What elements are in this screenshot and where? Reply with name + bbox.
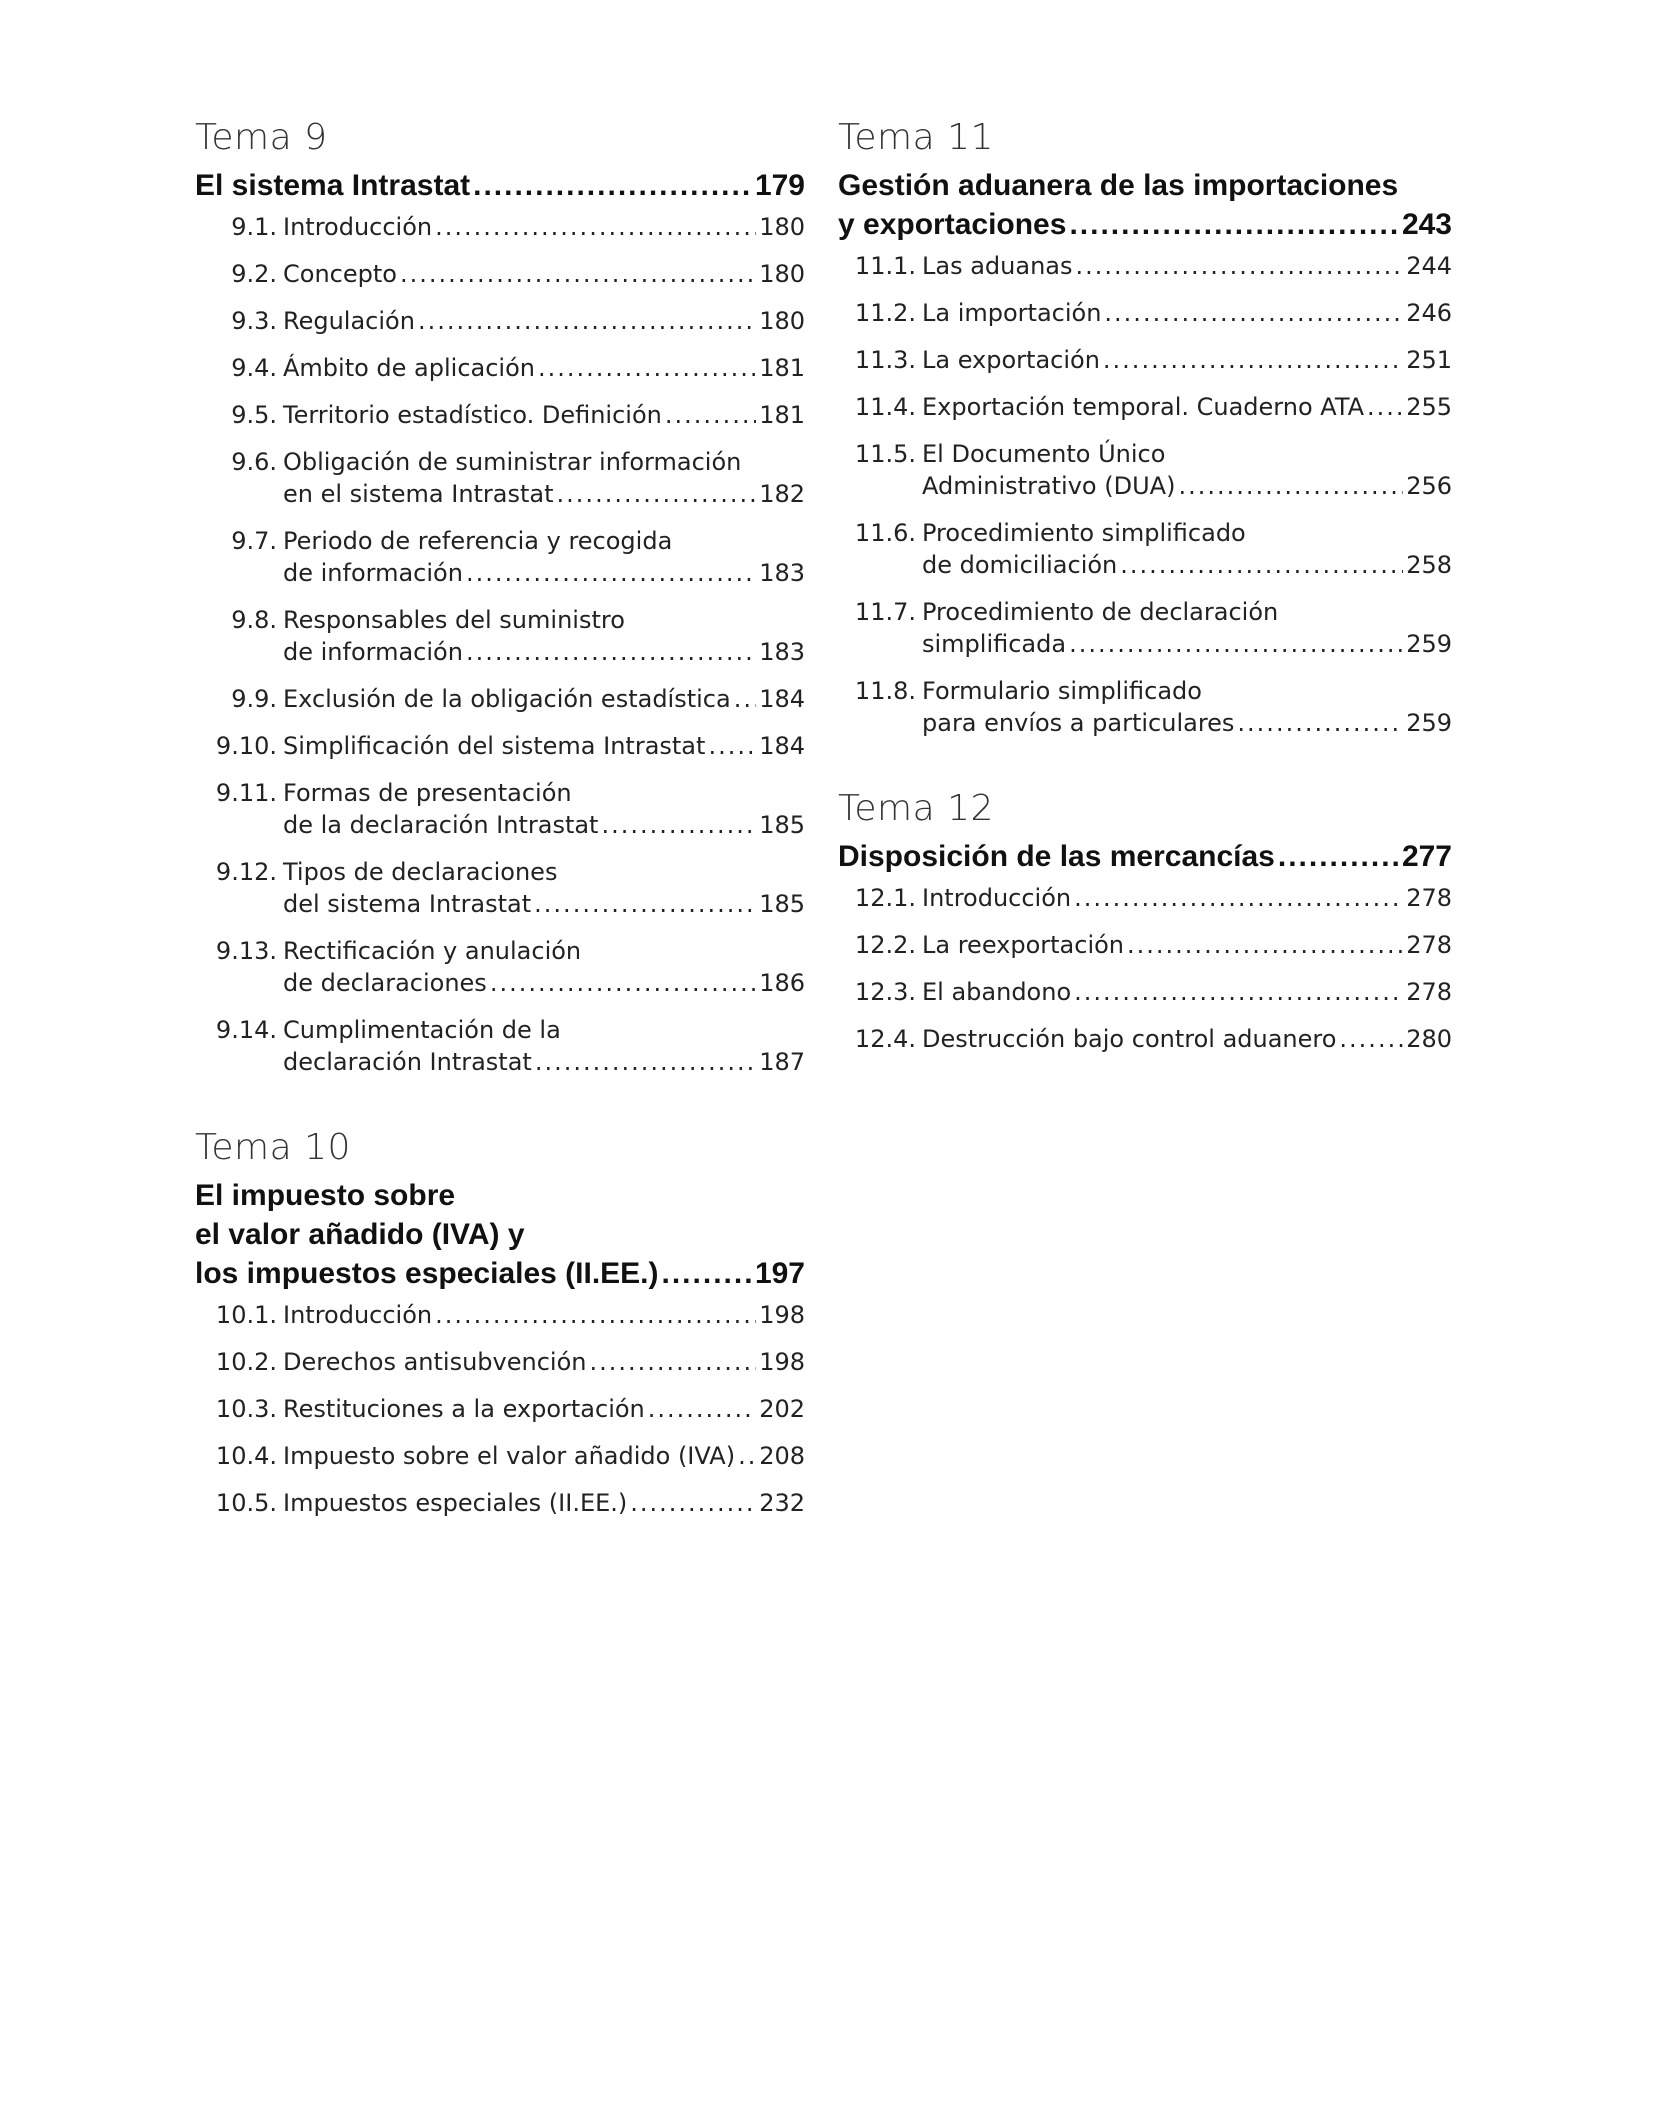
dot-leader xyxy=(662,1254,752,1293)
tema-title[interactable] xyxy=(195,166,805,205)
tema-title[interactable] xyxy=(838,166,1452,244)
dot-leader xyxy=(1278,837,1399,876)
tema-label: Tema 11 xyxy=(838,117,994,158)
entry-title: de declaraciones xyxy=(283,969,487,997)
dot-leader xyxy=(1076,250,1404,282)
entry-number: 9.4. xyxy=(231,354,277,382)
entry-page: 186 xyxy=(759,969,805,997)
entry-page: 232 xyxy=(759,1489,805,1517)
entry-title: Impuestos especiales (II.EE.) xyxy=(283,1489,628,1517)
entry-number: 11.2. xyxy=(854,299,916,327)
entry-body xyxy=(922,882,1452,914)
entry-page: 258 xyxy=(1406,551,1452,579)
entry-title: Introducción xyxy=(283,213,433,241)
dot-leader xyxy=(1178,470,1403,502)
entry-page: 280 xyxy=(1406,1025,1452,1053)
entry-number: 11.1. xyxy=(854,252,916,280)
entry-body xyxy=(283,525,805,589)
tema-page: 243 xyxy=(1401,208,1452,241)
toc-entries xyxy=(195,211,805,1078)
toc-entry[interactable] xyxy=(195,683,805,715)
dot-leader xyxy=(738,1440,756,1472)
entry-body xyxy=(283,1393,805,1425)
entry-title: del sistema Intrastat xyxy=(283,890,532,918)
entry-number: 9.14. xyxy=(215,1016,277,1044)
toc-entry[interactable] xyxy=(838,517,1452,581)
toc-entry[interactable] xyxy=(195,1440,805,1472)
entry-number: 10.2. xyxy=(215,1348,277,1376)
entry-body xyxy=(283,683,805,715)
entry-page: 259 xyxy=(1406,709,1452,737)
entry-title: Procedimiento simplificado xyxy=(922,519,1246,547)
entry-body xyxy=(283,777,805,841)
entry-title: Responsables del suministro xyxy=(283,606,625,634)
entry-body xyxy=(922,391,1452,423)
toc-entry[interactable] xyxy=(838,250,1452,282)
toc-entry[interactable] xyxy=(838,391,1452,423)
entry-title: Introducción xyxy=(922,884,1072,912)
tema-11-section xyxy=(838,118,1452,739)
entry-page: 208 xyxy=(759,1442,805,1470)
dot-leader xyxy=(435,211,756,243)
tema-title-line: y exportaciones xyxy=(838,208,1067,241)
entry-page: 202 xyxy=(759,1395,805,1423)
dot-leader xyxy=(589,1346,756,1378)
tema-9-section xyxy=(195,118,805,1078)
toc-entry[interactable] xyxy=(195,1393,805,1425)
tema-title-text: El sistema Intrastat xyxy=(195,169,471,202)
dot-leader xyxy=(466,636,756,668)
entry-title: Tipos de declaraciones xyxy=(283,858,558,886)
entry-number: 9.8. xyxy=(231,606,277,634)
dot-leader xyxy=(418,305,756,337)
entry-body xyxy=(283,258,805,290)
entry-body xyxy=(283,1487,805,1519)
entry-page: 278 xyxy=(1406,931,1452,959)
entry-body xyxy=(283,935,805,999)
entry-page: 183 xyxy=(759,638,805,666)
toc-entry[interactable] xyxy=(838,1023,1452,1055)
dot-leader xyxy=(400,258,756,290)
entry-title: en el sistema Intrastat xyxy=(283,480,554,508)
entry-title: Procedimiento de declaración xyxy=(922,598,1279,626)
toc-entry[interactable] xyxy=(195,777,805,841)
tema-page: 277 xyxy=(1401,840,1452,873)
entry-page: 180 xyxy=(759,213,805,241)
entry-number: 9.12. xyxy=(215,858,277,886)
entry-title: El Documento Único xyxy=(922,440,1166,468)
tema-title-line: los impuestos especiales (II.EE.) xyxy=(195,1257,659,1290)
dot-leader xyxy=(535,1046,756,1078)
entry-title: Cumplimentación de la xyxy=(283,1016,561,1044)
toc-entry[interactable] xyxy=(838,297,1452,329)
entry-number: 9.5. xyxy=(231,401,277,429)
entry-title: Destrucción bajo control aduanero xyxy=(922,1025,1337,1053)
entry-title: Formulario simplificado xyxy=(922,677,1202,705)
entry-page: 255 xyxy=(1406,393,1452,421)
entry-number: 10.1. xyxy=(215,1301,277,1329)
entry-number: 9.9. xyxy=(231,685,277,713)
entry-page: 184 xyxy=(759,685,805,713)
tema-page: 197 xyxy=(754,1257,805,1290)
entry-title: para envíos a particulares xyxy=(922,709,1235,737)
tema-title-line: el valor añadido (IVA) y xyxy=(195,1218,525,1251)
toc-entry[interactable] xyxy=(195,211,805,243)
entry-title: de información xyxy=(283,638,463,666)
toc-entries xyxy=(195,1299,805,1519)
dot-leader xyxy=(1237,707,1403,739)
dot-leader xyxy=(1339,1023,1403,1055)
entry-number: 11.7. xyxy=(854,598,916,626)
entry-number: 9.2. xyxy=(231,260,277,288)
entry-page: 251 xyxy=(1406,346,1452,374)
toc-entry[interactable] xyxy=(195,730,805,762)
toc-entry[interactable] xyxy=(838,675,1452,739)
entry-body xyxy=(283,1346,805,1378)
dot-leader xyxy=(1104,297,1403,329)
entry-page: 198 xyxy=(759,1301,805,1329)
entry-title: La exportación xyxy=(922,346,1100,374)
toc-left-column xyxy=(195,118,805,1541)
entry-title: Restituciones a la exportación xyxy=(283,1395,645,1423)
entry-number: 11.5. xyxy=(854,440,916,468)
tema-title-text: Disposición de las mercancías xyxy=(838,840,1275,873)
tema-label: Tema 10 xyxy=(195,1127,351,1168)
dot-leader xyxy=(1120,549,1403,581)
dot-leader xyxy=(435,1299,756,1331)
tema-title[interactable] xyxy=(838,837,1452,876)
dot-leader xyxy=(466,557,756,589)
entry-title: Introducción xyxy=(283,1301,433,1329)
toc-entry[interactable] xyxy=(195,305,805,337)
toc-entry[interactable] xyxy=(195,399,805,431)
dot-leader xyxy=(1074,882,1403,914)
entry-page: 278 xyxy=(1406,978,1452,1006)
entry-number: 12.2. xyxy=(854,931,916,959)
dot-leader xyxy=(1074,976,1403,1008)
tema-title-line: Gestión aduanera de las importaciones xyxy=(838,169,1399,202)
entry-body xyxy=(922,675,1452,739)
entry-body xyxy=(922,297,1452,329)
entry-number: 11.6. xyxy=(854,519,916,547)
entry-number: 9.11. xyxy=(215,779,277,807)
entry-number: 10.4. xyxy=(215,1442,277,1470)
entry-title: Concepto xyxy=(283,260,397,288)
dot-leader xyxy=(1069,205,1399,244)
entry-body xyxy=(283,399,805,431)
entry-body xyxy=(283,604,805,668)
entry-body xyxy=(283,446,805,510)
entry-title: La reexportación xyxy=(922,931,1125,959)
entry-page: 181 xyxy=(759,401,805,429)
entry-body xyxy=(283,856,805,920)
entry-body xyxy=(283,1299,805,1331)
toc-entry[interactable] xyxy=(838,882,1452,914)
dot-leader xyxy=(665,399,756,431)
entry-title: Obligación de suministrar información xyxy=(283,448,742,476)
entry-number: 9.10. xyxy=(215,732,277,760)
entry-number: 12.1. xyxy=(854,884,916,912)
tema-page: 179 xyxy=(754,169,805,202)
entry-title: Las aduanas xyxy=(922,252,1073,280)
entry-title: de información xyxy=(283,559,463,587)
toc-entry[interactable] xyxy=(195,446,805,510)
entry-page: 184 xyxy=(759,732,805,760)
toc-entry[interactable] xyxy=(838,438,1452,502)
tema-title[interactable] xyxy=(195,1176,805,1293)
entry-title: Ámbito de aplicación xyxy=(283,354,535,382)
toc-entry[interactable] xyxy=(838,596,1452,660)
entry-page: 180 xyxy=(759,260,805,288)
entry-title: Exclusión de la obligación estadística xyxy=(283,685,731,713)
dot-leader xyxy=(473,166,752,205)
entry-page: 278 xyxy=(1406,884,1452,912)
entry-body xyxy=(283,1014,805,1078)
entry-body xyxy=(283,730,805,762)
entry-page: 181 xyxy=(759,354,805,382)
entry-title: Periodo de referencia y recogida xyxy=(283,527,673,555)
entry-body xyxy=(922,344,1452,376)
dot-leader xyxy=(538,352,756,384)
entry-body xyxy=(922,438,1452,502)
entry-number: 10.5. xyxy=(215,1489,277,1517)
entry-number: 9.1. xyxy=(231,213,277,241)
entry-number: 12.4. xyxy=(854,1025,916,1053)
dot-leader xyxy=(630,1487,756,1519)
entry-number: 9.6. xyxy=(231,448,277,476)
toc-entry[interactable] xyxy=(195,352,805,384)
toc-right-column xyxy=(838,118,1452,1077)
toc-entry[interactable] xyxy=(195,1487,805,1519)
dot-leader xyxy=(648,1393,756,1425)
entry-page: 198 xyxy=(759,1348,805,1376)
dot-leader xyxy=(708,730,756,762)
toc-entry[interactable] xyxy=(195,935,805,999)
entry-page: 246 xyxy=(1406,299,1452,327)
entry-number: 12.3. xyxy=(854,978,916,1006)
dot-leader xyxy=(490,967,756,999)
toc-entry[interactable] xyxy=(195,525,805,589)
entry-body xyxy=(922,976,1452,1008)
entry-body xyxy=(922,1023,1452,1055)
dot-leader xyxy=(1127,929,1403,961)
entry-title: El abandono xyxy=(922,978,1072,1006)
entry-title: Formas de presentación xyxy=(283,779,572,807)
tema-10-section xyxy=(195,1128,805,1519)
entry-page: 183 xyxy=(759,559,805,587)
entry-page: 259 xyxy=(1406,630,1452,658)
entry-body xyxy=(283,305,805,337)
dot-leader xyxy=(1103,344,1403,376)
toc-entry[interactable] xyxy=(195,1014,805,1078)
toc-entry[interactable] xyxy=(195,1346,805,1378)
entry-body xyxy=(922,250,1452,282)
entry-number: 11.4. xyxy=(854,393,916,421)
entry-number: 9.7. xyxy=(231,527,277,555)
entry-title: declaración Intrastat xyxy=(283,1048,532,1076)
entry-title: de domiciliación xyxy=(922,551,1118,579)
toc-entry[interactable] xyxy=(838,976,1452,1008)
toc-entries xyxy=(838,250,1452,739)
toc-entries xyxy=(838,882,1452,1055)
dot-leader xyxy=(1069,628,1403,660)
toc-entry[interactable] xyxy=(195,258,805,290)
toc-entry[interactable] xyxy=(195,1299,805,1331)
entry-number: 9.13. xyxy=(215,937,277,965)
entry-number: 11.8. xyxy=(854,677,916,705)
entry-title: de la declaración Intrastat xyxy=(283,811,599,839)
entry-number: 10.3. xyxy=(215,1395,277,1423)
dot-leader xyxy=(734,683,756,715)
toc-entry[interactable] xyxy=(195,604,805,668)
entry-title: simplificada xyxy=(922,630,1067,658)
entry-number: 11.3. xyxy=(854,346,916,374)
dot-leader xyxy=(601,809,756,841)
entry-body xyxy=(922,596,1452,660)
toc-entry[interactable] xyxy=(195,856,805,920)
entry-page: 185 xyxy=(759,890,805,918)
entry-body xyxy=(922,517,1452,581)
dot-leader xyxy=(557,478,757,510)
entry-page: 180 xyxy=(759,307,805,335)
entry-body xyxy=(283,352,805,384)
entry-title: Territorio estadístico. Definición xyxy=(283,401,662,429)
entry-page: 185 xyxy=(759,811,805,839)
tema-label: Tema 12 xyxy=(838,788,994,829)
entry-title: Derechos antisubvención xyxy=(283,1348,587,1376)
toc-entry[interactable] xyxy=(838,929,1452,961)
entry-number: 9.3. xyxy=(231,307,277,335)
entry-body xyxy=(922,929,1452,961)
dot-leader xyxy=(1367,391,1403,423)
entry-body xyxy=(283,1440,805,1472)
entry-title: Regulación xyxy=(283,307,415,335)
entry-page: 187 xyxy=(759,1048,805,1076)
tema-label: Tema 9 xyxy=(195,117,328,158)
entry-title: Impuesto sobre el valor añadido (IVA) xyxy=(283,1442,736,1470)
entry-page: 256 xyxy=(1406,472,1452,500)
dot-leader xyxy=(534,888,756,920)
entry-page: 182 xyxy=(759,480,805,508)
entry-page: 244 xyxy=(1406,252,1452,280)
toc-entry[interactable] xyxy=(838,344,1452,376)
entry-title: La importación xyxy=(922,299,1102,327)
tema-12-section xyxy=(838,789,1452,1055)
entry-body xyxy=(283,211,805,243)
entry-title: Exportación temporal. Cuaderno ATA xyxy=(922,393,1365,421)
entry-title: Rectificación y anulación xyxy=(283,937,582,965)
entry-title: Simplificación del sistema Intrastat xyxy=(283,732,706,760)
entry-title: Administrativo (DUA) xyxy=(922,472,1176,500)
tema-title-line: El impuesto sobre xyxy=(195,1179,456,1212)
